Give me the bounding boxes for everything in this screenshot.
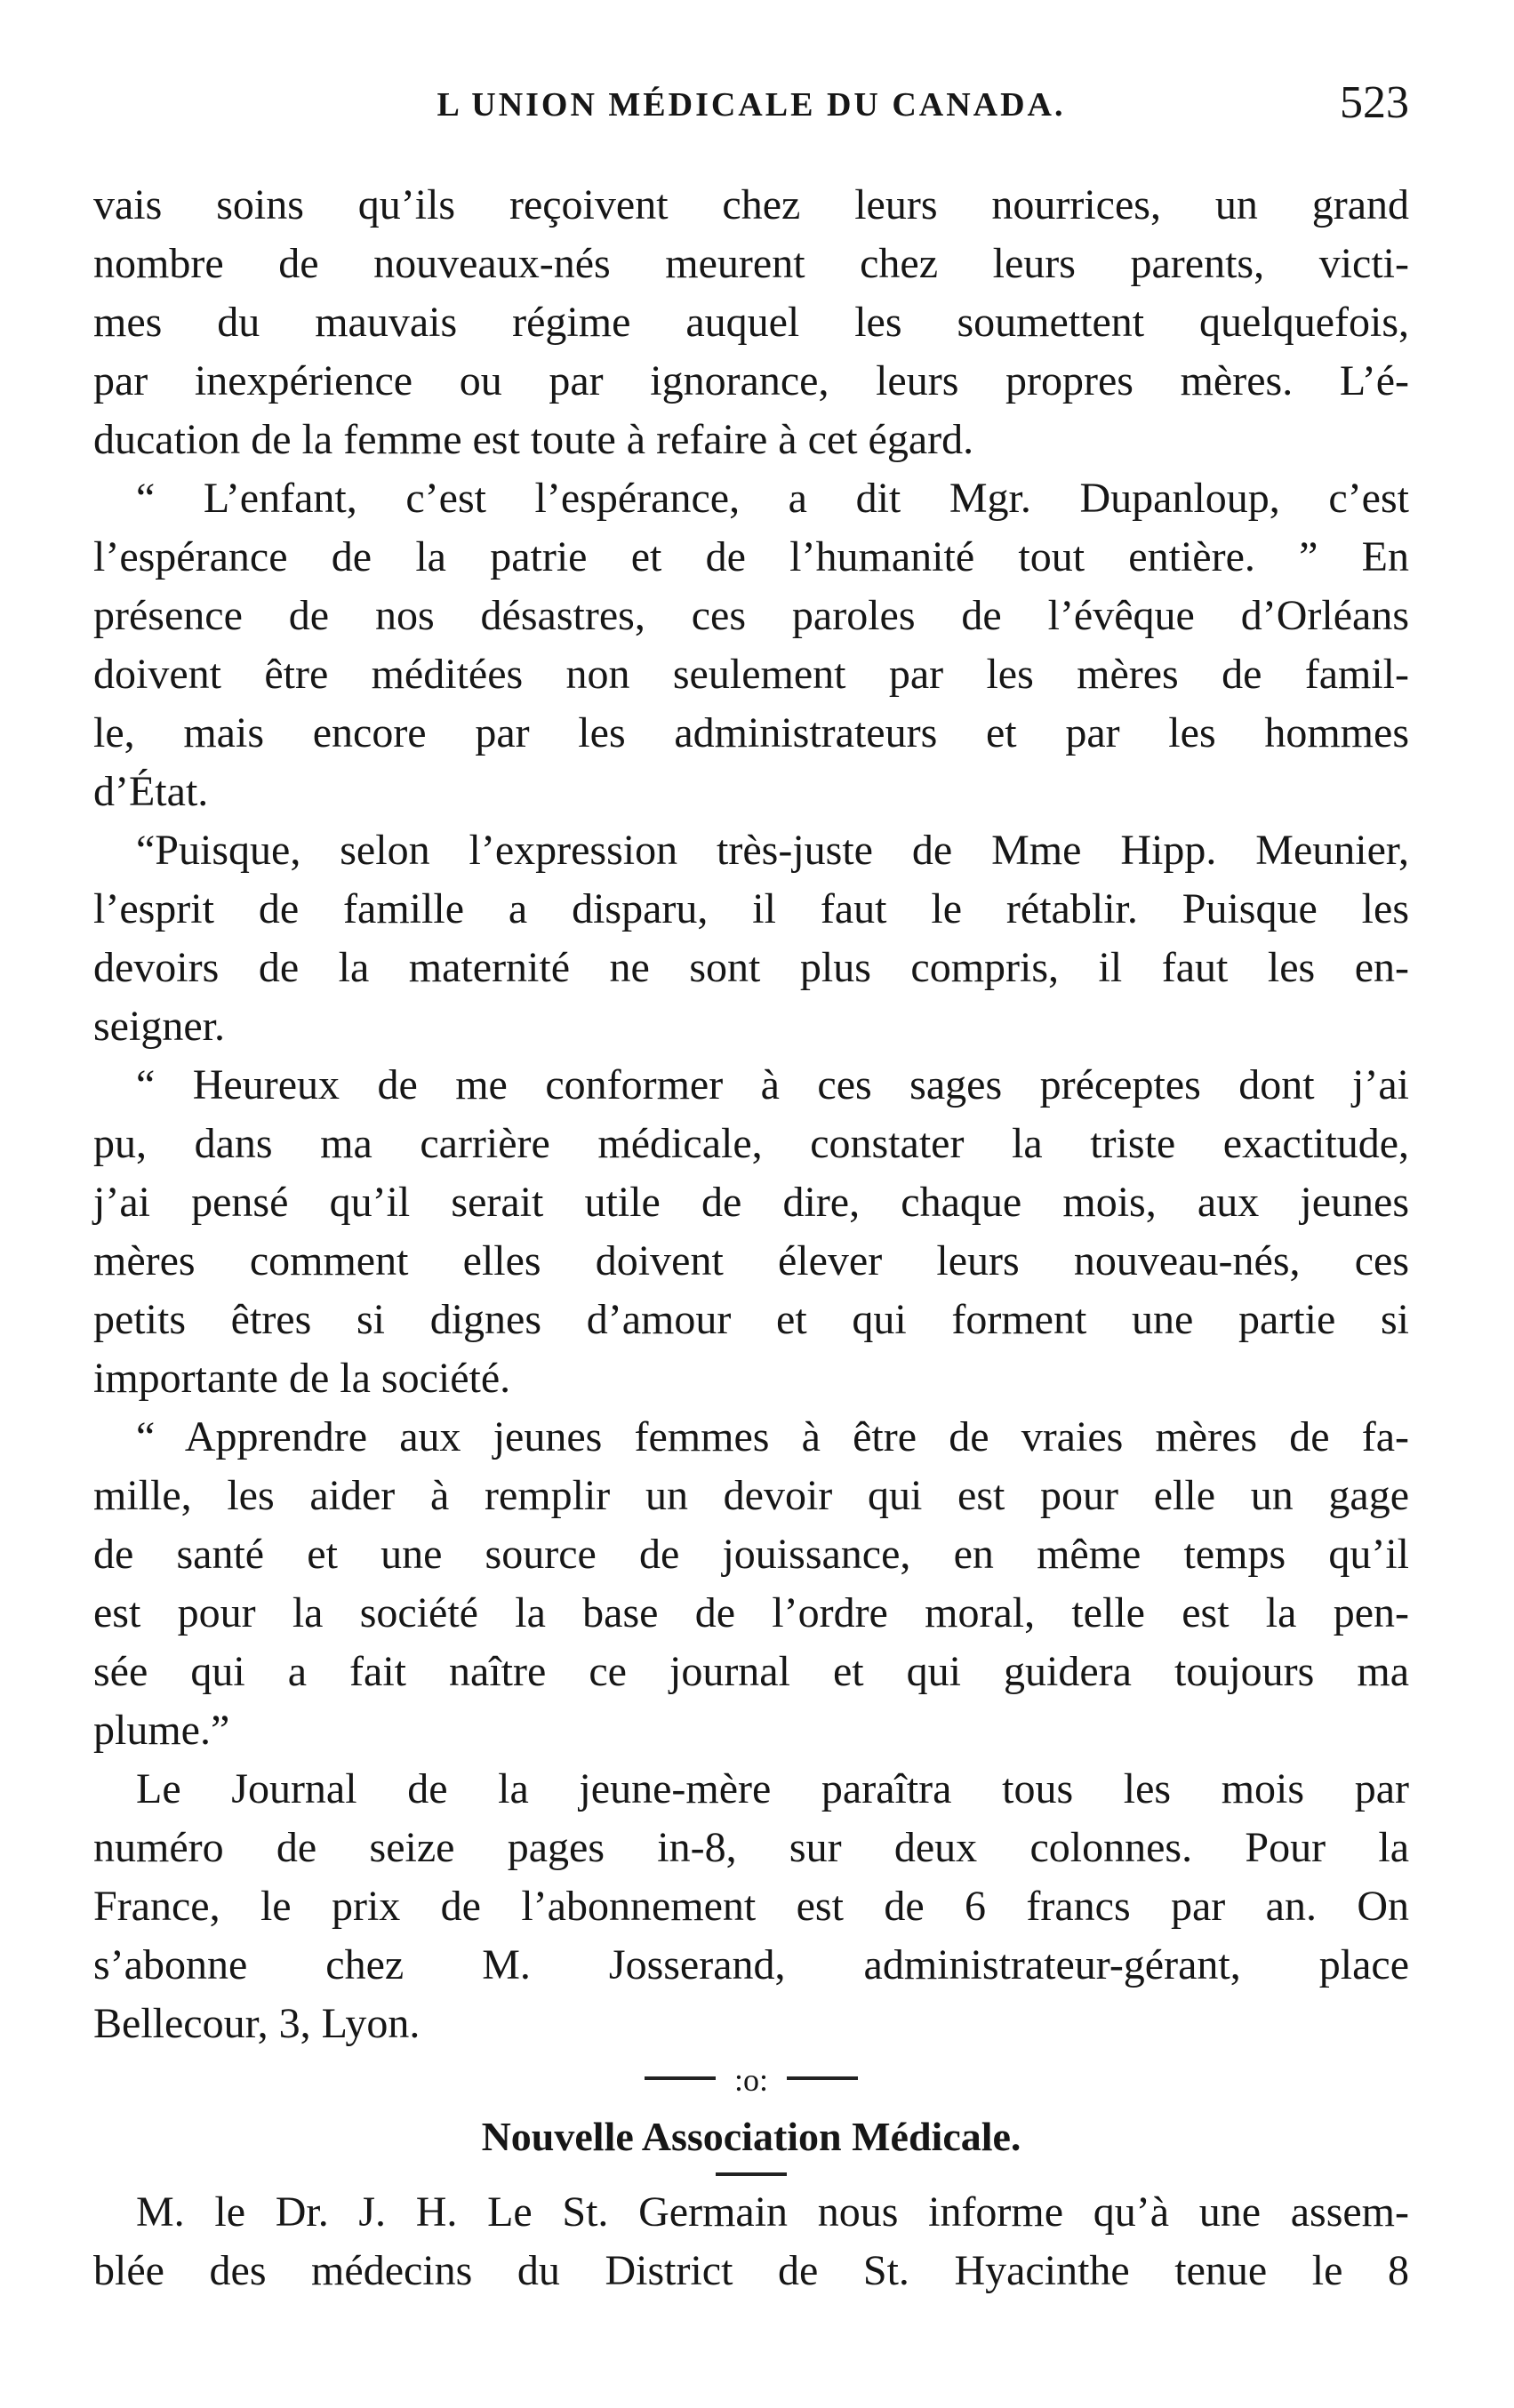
running-head [93,76,1409,139]
text-line: doivent être méditées non seulement par les mères de famil- [93,651,1409,698]
text-line: devoirs de la maternité ne sont plus compris, il faut les en- [93,944,1409,991]
text-line: l’esprit de famille a disparu, il faut le rétablir. Puisque les [93,885,1409,932]
text-line: l’espérance de la patrie et de l’humanité tout entière. ” En [93,533,1409,580]
text-line: “ Heureux de me conformer à ces sages préceptes dont j’ai [136,1061,1409,1108]
heading-rule [93,2167,1409,2183]
text-line: mes du mauvais régime auquel les soumettent quelquefois, [93,299,1409,346]
text-line: “ L’enfant, c’est l’espérance, a dit Mgr. Dupanloup, c’est [136,475,1409,522]
text-line: France, le prix de l’abonnement est de 6 francs par an. On [93,1883,1409,1930]
text-line: le, mais encore par les administrateurs et par les hommes [93,709,1409,756]
text-line: de santé et une source de jouissance, en même temps qu’il [93,1531,1409,1578]
text-line: numéro de seize pages in-8, sur deux colonnes. Pour la [93,1824,1409,1871]
text-line: j’ai pensé qu’il serait utile de dire, chaque mois, aux jeunes [93,1179,1409,1226]
section-separator [93,2053,1409,2107]
section-heading: Nouvelle Association Médicale. [481,2114,1021,2159]
text-line: présence de nos désastres, ces paroles de l’évêque d’Orléans [93,592,1409,639]
running-title: L UNION MÉDICALE DU CANADA. [437,86,1066,124]
text-line: par inexpérience ou par ignorance, leurs propres mères. L’é- [93,357,1409,404]
text-line: Le Journal de la jeune-mère paraîtra tous les mois par [136,1765,1409,1812]
text-line: vais soins qu’ils reçoivent chez leurs nourrices, un grand [93,181,1409,228]
text-line: ducation de la femme est toute à refaire à cet égard. [93,416,974,463]
text-line: blée des médecins du District de St. Hyacinthe tenue le 8 [93,2247,1409,2294]
text-line: mille, les aider à remplir un devoir qui est pour elle un gage [93,1472,1409,1519]
text-line: s’abonne chez M. Josserand, administrateur-gérant, place [93,1941,1409,1988]
text-line: est pour la société la base de l’ordre moral, telle est la pen- [93,1589,1409,1636]
text-line: pu, dans ma carrière médicale, constater la triste exactitude, [93,1120,1409,1167]
text-line: importante de la société. [93,1355,511,1402]
text-line: sée qui a fait naître ce journal et qui guidera toujours ma [93,1648,1409,1695]
body-text [93,176,1409,2300]
text-line: mères comment elles doivent élever leurs nouveau-nés, ces [93,1237,1409,1284]
text-line: “Puisque, selon l’expression très-juste de Mme Hipp. Meunier, [136,827,1409,874]
text-line: nombre de nouveaux-nés meurent chez leurs parents, victi- [93,240,1409,287]
text-line: petits êtres si dignes d’amour et qui forment une partie si [93,1296,1409,1343]
separator-mark: :o: [716,2053,787,2107]
text-line: d’État. [93,768,209,815]
text-line: M. le Dr. J. H. Le St. Germain nous informe qu’à une assem- [136,2188,1409,2236]
text-line: plume.” [93,1707,230,1754]
text-line: seigner. [93,1003,225,1050]
text-line: “ Apprendre aux jeunes femmes à être de vraies mères de fa- [136,1413,1409,1460]
page-number: 523 [1340,77,1409,128]
text-line: Bellecour, 3, Lyon. [93,2000,421,2047]
